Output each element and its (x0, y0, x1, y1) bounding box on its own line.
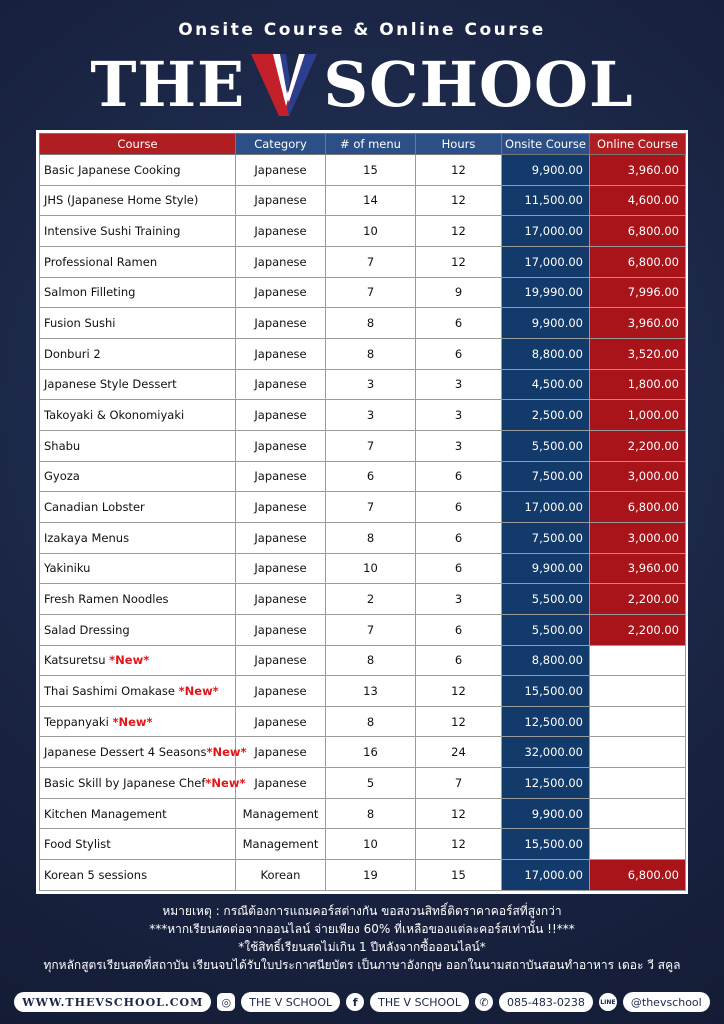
course-name-cell (40, 706, 236, 737)
menu-count-cell: 5 (326, 768, 416, 799)
new-badge: *New* (112, 714, 153, 729)
table-row (40, 737, 686, 768)
online-price-cell: 6,800.00 (590, 492, 686, 523)
facebook-link[interactable]: THE V SCHOOL (370, 992, 469, 1012)
note-line: ทุกหลักสูตรเรียนสดที่สถาบัน เรียนจบได้รับใบประกาศนียบัตร เป็นภาษาอังกฤษ ออกในนามสถาบันสอนทำอาหาร เดอะ วี สคูล (43, 958, 681, 972)
note-line: *ใช้สิทธิ์เรียนสดไม่เกิน 1 ปีหลังจากซื้อออนไลน์* (238, 940, 486, 954)
online-price-cell: 3,960.00 (590, 553, 686, 584)
hours-cell: 3 (416, 430, 502, 461)
course-name-cell (40, 461, 236, 492)
v-logo-icon (249, 50, 319, 118)
onsite-price-cell: 7,500.00 (502, 522, 590, 553)
logo-text-school: SCHOOL (323, 47, 634, 121)
online-price-cell (590, 706, 686, 737)
category-cell: Japanese (236, 676, 326, 707)
table-row (40, 676, 686, 707)
course-name: Kitchen Management (44, 806, 167, 821)
category-cell: Japanese (236, 246, 326, 277)
hours-cell: 12 (416, 829, 502, 860)
online-price-cell: 6,800.00 (590, 216, 686, 247)
onsite-price-cell: 2,500.00 (502, 400, 590, 431)
category-cell: Korean (236, 860, 326, 891)
onsite-price-cell: 12,500.00 (502, 706, 590, 737)
menu-count-cell: 14 (326, 185, 416, 216)
onsite-price-cell: 9,900.00 (502, 798, 590, 829)
category-cell: Japanese (236, 492, 326, 523)
table-row (40, 860, 686, 891)
line-icon: LINE (599, 993, 617, 1011)
course-name: Japanese Dessert 4 Seasons (44, 745, 207, 760)
hours-cell: 7 (416, 768, 502, 799)
online-price-cell (590, 737, 686, 768)
table-row (40, 492, 686, 523)
online-price-cell: 3,960.00 (590, 155, 686, 186)
course-name-cell (40, 216, 236, 247)
table-row (40, 216, 686, 247)
course-table-container (36, 130, 688, 894)
menu-count-cell: 15 (326, 155, 416, 186)
logo-text-the: THE (90, 47, 246, 121)
online-price-cell (590, 829, 686, 860)
category-cell: Japanese (236, 614, 326, 645)
course-name: Yakiniku (44, 561, 91, 576)
course-price-table (39, 133, 686, 891)
onsite-price-cell: 8,800.00 (502, 338, 590, 369)
onsite-price-cell: 9,900.00 (502, 155, 590, 186)
hours-cell: 3 (416, 584, 502, 615)
online-price-cell: 2,200.00 (590, 614, 686, 645)
table-row (40, 645, 686, 676)
category-cell: Japanese (236, 706, 326, 737)
menu-count-cell: 8 (326, 798, 416, 829)
category-cell: Japanese (236, 645, 326, 676)
table-header-row (40, 134, 686, 155)
course-name: Fusion Sushi (44, 316, 116, 331)
online-price-cell: 2,200.00 (590, 430, 686, 461)
course-name: Salmon Filleting (44, 285, 136, 300)
hours-cell: 6 (416, 553, 502, 584)
note-line: ***หากเรียนสดต่อจากออนไลน์ จ่ายเพียง 60% ที่เหลือของแต่ละคอร์สเท่านั้น !!*** (149, 922, 575, 936)
table-row (40, 277, 686, 308)
hours-cell: 3 (416, 369, 502, 400)
table-row (40, 155, 686, 186)
onsite-price-cell: 5,500.00 (502, 614, 590, 645)
course-name-cell (40, 645, 236, 676)
menu-count-cell: 3 (326, 369, 416, 400)
header-course: Course (40, 134, 236, 155)
online-price-cell: 6,800.00 (590, 246, 686, 277)
category-cell: Japanese (236, 522, 326, 553)
menu-count-cell: 7 (326, 614, 416, 645)
course-name-cell (40, 584, 236, 615)
course-name-cell (40, 737, 247, 768)
hours-cell: 9 (416, 277, 502, 308)
menu-count-cell: 7 (326, 246, 416, 277)
course-name-cell (40, 860, 236, 891)
course-name-cell (40, 829, 236, 860)
online-price-cell (590, 645, 686, 676)
course-name-cell (40, 400, 236, 431)
category-cell: Management (236, 798, 326, 829)
onsite-price-cell: 15,500.00 (502, 829, 590, 860)
onsite-price-cell: 17,000.00 (502, 860, 590, 891)
category-cell: Japanese (236, 277, 326, 308)
onsite-price-cell: 7,500.00 (502, 461, 590, 492)
course-name-cell (40, 185, 236, 216)
course-name-cell (40, 553, 236, 584)
table-row (40, 522, 686, 553)
category-cell: Japanese (236, 338, 326, 369)
table-row (40, 768, 686, 799)
course-name: Basic Japanese Cooking (44, 162, 181, 177)
course-name: Donburi 2 (44, 346, 101, 361)
hours-cell: 12 (416, 246, 502, 277)
course-name-cell (40, 676, 236, 707)
table-row (40, 308, 686, 339)
menu-count-cell: 7 (326, 430, 416, 461)
online-price-cell: 1,800.00 (590, 369, 686, 400)
table-row (40, 553, 686, 584)
hours-cell: 12 (416, 185, 502, 216)
online-price-cell (590, 768, 686, 799)
facebook-icon: f (346, 993, 364, 1011)
header-online-course: Online Course (590, 134, 686, 155)
online-price-cell: 1,000.00 (590, 400, 686, 431)
category-cell: Management (236, 829, 326, 860)
course-name-cell (40, 369, 236, 400)
category-cell: Japanese (236, 308, 326, 339)
onsite-price-cell: 12,500.00 (502, 768, 590, 799)
onsite-price-cell: 32,000.00 (502, 737, 590, 768)
course-name-cell (40, 492, 236, 523)
onsite-price-cell: 5,500.00 (502, 430, 590, 461)
category-cell: Japanese (236, 155, 326, 186)
menu-count-cell: 13 (326, 676, 416, 707)
school-logo (0, 46, 724, 122)
category-cell: Japanese (236, 216, 326, 247)
category-cell: Japanese (236, 369, 326, 400)
category-cell: Japanese (236, 185, 326, 216)
onsite-price-cell: 17,000.00 (502, 246, 590, 277)
hours-cell: 12 (416, 706, 502, 737)
table-row (40, 185, 686, 216)
category-cell: Japanese (236, 400, 326, 431)
onsite-price-cell: 19,990.00 (502, 277, 590, 308)
course-name-cell (40, 522, 236, 553)
contact-footer (0, 990, 724, 1014)
hours-cell: 6 (416, 522, 502, 553)
menu-count-cell: 16 (326, 737, 416, 768)
online-price-cell: 3,000.00 (590, 461, 686, 492)
table-row (40, 584, 686, 615)
online-price-cell: 7,996.00 (590, 277, 686, 308)
website-link[interactable]: WWW.THEVSCHOOL.COM (14, 992, 211, 1012)
course-name: Korean 5 sessions (44, 868, 148, 883)
course-name: Basic Skill by Japanese Chef (44, 775, 206, 790)
course-name: Gyoza (44, 469, 80, 484)
onsite-price-cell: 8,800.00 (502, 645, 590, 676)
menu-count-cell: 10 (326, 829, 416, 860)
category-cell: Japanese (236, 768, 326, 799)
onsite-price-cell: 11,500.00 (502, 185, 590, 216)
instagram-link[interactable]: THE V SCHOOL (241, 992, 340, 1012)
menu-count-cell: 8 (326, 522, 416, 553)
category-cell: Japanese (236, 461, 326, 492)
table-row (40, 614, 686, 645)
course-name-cell (40, 155, 236, 186)
hours-cell: 6 (416, 461, 502, 492)
hours-cell: 24 (416, 737, 502, 768)
onsite-price-cell: 4,500.00 (502, 369, 590, 400)
menu-count-cell: 8 (326, 308, 416, 339)
category-cell: Japanese (236, 737, 326, 768)
course-name-cell (40, 798, 236, 829)
hours-cell: 12 (416, 798, 502, 829)
hours-cell: 6 (416, 645, 502, 676)
onsite-price-cell: 15,500.00 (502, 676, 590, 707)
hours-cell: 6 (416, 308, 502, 339)
menu-count-cell: 7 (326, 492, 416, 523)
online-price-cell (590, 676, 686, 707)
header-onsite-course: Onsite Course (502, 134, 590, 155)
course-name: Japanese Style Dessert (44, 377, 177, 392)
course-name: Katsuretsu (44, 653, 110, 668)
online-price-cell: 3,520.00 (590, 338, 686, 369)
menu-count-cell: 3 (326, 400, 416, 431)
hours-cell: 12 (416, 155, 502, 186)
online-price-cell (590, 798, 686, 829)
hours-cell: 12 (416, 216, 502, 247)
menu-count-cell: 7 (326, 277, 416, 308)
table-row (40, 706, 686, 737)
onsite-price-cell: 17,000.00 (502, 492, 590, 523)
hours-cell: 6 (416, 338, 502, 369)
course-name: Intensive Sushi Training (44, 224, 181, 239)
online-price-cell: 3,960.00 (590, 308, 686, 339)
phone-icon: ✆ (475, 993, 493, 1011)
course-name: Izakaya Menus (44, 530, 130, 545)
course-name-cell (40, 338, 236, 369)
new-badge: *New* (109, 653, 150, 668)
course-name: Shabu (44, 438, 81, 453)
instagram-icon: ◎ (217, 993, 235, 1011)
course-name-cell (40, 246, 236, 277)
onsite-price-cell: 17,000.00 (502, 216, 590, 247)
menu-count-cell: 2 (326, 584, 416, 615)
online-price-cell: 6,800.00 (590, 860, 686, 891)
table-row (40, 829, 686, 860)
online-price-cell: 4,600.00 (590, 185, 686, 216)
menu-count-cell: 19 (326, 860, 416, 891)
table-row (40, 430, 686, 461)
onsite-price-cell: 5,500.00 (502, 584, 590, 615)
course-name: Teppanyaki (44, 714, 113, 729)
notes-section (0, 902, 724, 974)
menu-count-cell: 8 (326, 338, 416, 369)
hours-cell: 6 (416, 614, 502, 645)
onsite-price-cell: 9,900.00 (502, 553, 590, 584)
phone-number[interactable]: 085-483-0238 (499, 992, 593, 1012)
hours-cell: 3 (416, 400, 502, 431)
course-name: JHS (Japanese Home Style) (44, 193, 199, 208)
course-name: Canadian Lobster (44, 500, 145, 515)
course-name: Food Stylist (44, 837, 111, 852)
header-hours: Hours (416, 134, 502, 155)
online-price-cell: 2,200.00 (590, 584, 686, 615)
new-badge: *New* (205, 775, 246, 790)
header-menu-count: # of menu (326, 134, 416, 155)
hours-cell: 6 (416, 492, 502, 523)
category-cell: Japanese (236, 430, 326, 461)
table-row (40, 246, 686, 277)
table-row (40, 400, 686, 431)
menu-count-cell: 6 (326, 461, 416, 492)
category-cell: Japanese (236, 584, 326, 615)
course-name: Professional Ramen (44, 254, 158, 269)
page-subtitle: Onsite Course & Online Course (178, 20, 546, 40)
table-row (40, 461, 686, 492)
course-name-cell (40, 614, 236, 645)
course-name-cell (40, 277, 236, 308)
menu-count-cell: 10 (326, 553, 416, 584)
category-cell: Japanese (236, 553, 326, 584)
table-row (40, 338, 686, 369)
hours-cell: 12 (416, 676, 502, 707)
online-price-cell: 3,000.00 (590, 522, 686, 553)
course-name-cell (40, 308, 236, 339)
header-category: Category (236, 134, 326, 155)
course-name-cell (40, 430, 236, 461)
course-name-cell (40, 768, 246, 799)
course-name: Salad Dressing (44, 622, 130, 637)
course-name: Thai Sashimi Omakase (44, 683, 179, 698)
note-line: หมายเหตุ : กรณีต้องการแถมคอร์สต่างกัน ขอสงวนสิทธิ์ติดราคาคอร์สที่สูงกว่า (162, 904, 562, 918)
new-badge: *New* (178, 683, 219, 698)
table-row (40, 369, 686, 400)
course-name: Takoyaki & Okonomiyaki (44, 408, 185, 423)
onsite-price-cell: 9,900.00 (502, 308, 590, 339)
menu-count-cell: 8 (326, 645, 416, 676)
menu-count-cell: 8 (326, 706, 416, 737)
hours-cell: 15 (416, 860, 502, 891)
line-link[interactable]: @thevschool (623, 992, 710, 1012)
new-badge: *New* (206, 745, 247, 760)
menu-count-cell: 10 (326, 216, 416, 247)
table-row (40, 798, 686, 829)
course-name: Fresh Ramen Noodles (44, 592, 169, 607)
